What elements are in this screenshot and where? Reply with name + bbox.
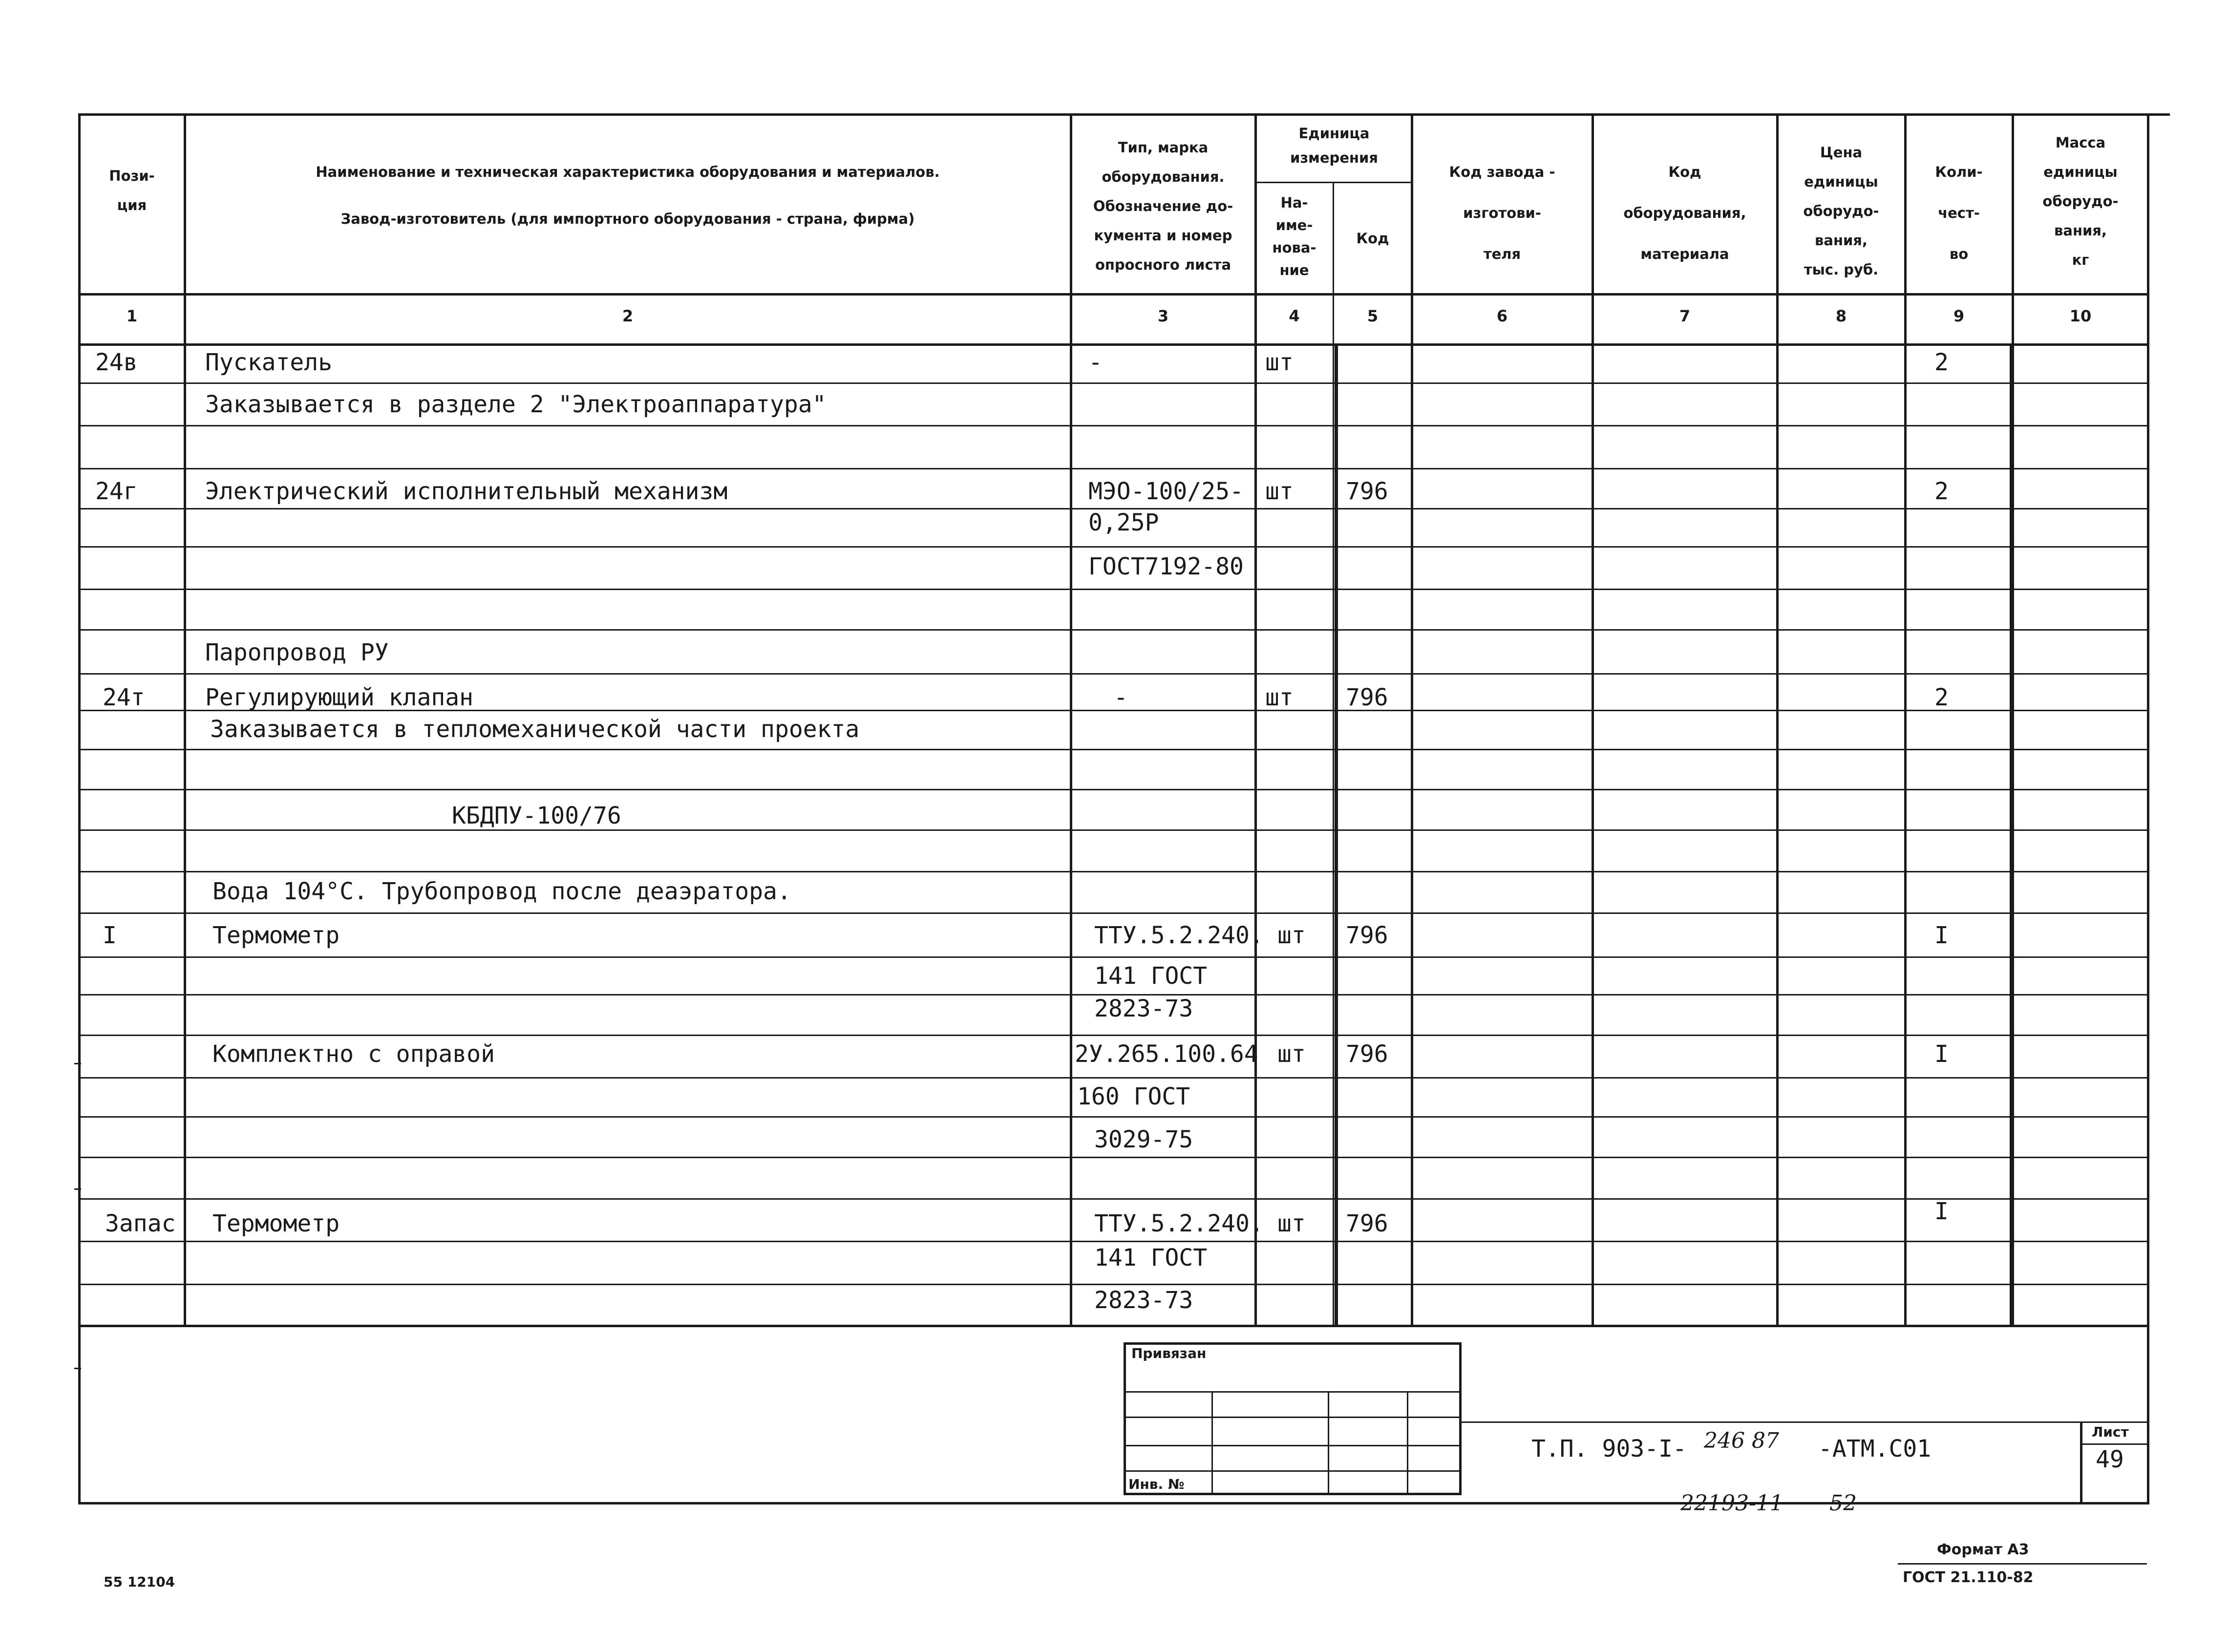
row-position: 24т — [103, 684, 145, 711]
row-quantity: I — [1934, 1040, 1949, 1068]
sheet-label: Лист — [2092, 1424, 2129, 1440]
table-top-border — [78, 113, 2170, 116]
row-name: Пускатель — [205, 349, 333, 376]
header-type: Тип, марка оборудования. Обозначение до- кумента и номер опросного листа — [1093, 139, 1233, 273]
row-code: 796 — [1346, 478, 1388, 505]
row-line — [78, 1116, 2149, 1118]
col-line-1 — [184, 113, 186, 1327]
left-code: 55 12104 — [104, 1574, 175, 1590]
document-code-prefix: Т.П. 903-I- — [1531, 1435, 1687, 1462]
column-number: 7 — [1679, 307, 1691, 325]
header-equipment-code: Код оборудования, материала — [1623, 164, 1746, 262]
row-name: Вода 104°С. Трубопровод после деаэратора. — [212, 878, 791, 905]
stamp-privyazan-label: Привязан — [1131, 1345, 1207, 1361]
row-code: 796 — [1346, 922, 1388, 949]
column-number: 5 — [1367, 307, 1379, 325]
format-label: Формат А3 — [1937, 1541, 2029, 1558]
row-line — [78, 871, 2149, 872]
col-line-4 — [1333, 182, 1334, 1327]
column-number: 8 — [1835, 307, 1847, 325]
row-code: 796 — [1346, 1210, 1388, 1237]
document-code-suffix: -АТМ.С01 — [1818, 1435, 1932, 1462]
col-line-8 — [1904, 113, 1907, 1327]
header-unit-code: Код — [1356, 230, 1389, 247]
row-type: 141 ГОСТ — [1094, 962, 1208, 990]
row-type: 2823-73 — [1094, 995, 1193, 1022]
row-line — [78, 956, 2149, 958]
row-line — [78, 1035, 2149, 1036]
col-line-6 — [1592, 113, 1594, 1327]
column-number: 4 — [1289, 307, 1300, 325]
row-line — [78, 382, 2149, 384]
row-quantity: 2 — [1934, 349, 1949, 376]
margin-tick — [74, 1368, 81, 1369]
row-position: Запас — [105, 1210, 176, 1237]
header-quantity: Коли- чест- во — [1935, 164, 1983, 262]
row-position: 24г — [95, 478, 138, 505]
row-name: Заказывается в разделе 2 "Электроаппаратура" — [205, 391, 827, 418]
row-type: 2823-73 — [1094, 1287, 1193, 1314]
header-name-line1: Наименование и техническая характеристика оборудования и материалов. — [316, 164, 940, 180]
column-number: 10 — [2069, 307, 2092, 325]
stamp-line — [1407, 1391, 1408, 1495]
row-line — [78, 468, 2149, 469]
row-unit: шт — [1265, 684, 1294, 711]
stamp-inventory-label: Инв. № — [1128, 1476, 1185, 1492]
doc-box-line — [1462, 1421, 2149, 1423]
col-line-3 — [1254, 113, 1257, 1327]
row-name: Регулирующий клапан — [205, 684, 474, 711]
header-bottom-border — [78, 293, 2149, 296]
stamp-line — [1328, 1391, 1329, 1495]
row-line — [78, 789, 2149, 790]
row-type: ТТУ.5.2.240. — [1094, 1210, 1264, 1237]
row-quantity: 2 — [1934, 684, 1949, 711]
header-factory-code: Код завода - изготови- теля — [1449, 164, 1555, 262]
gost-label: ГОСТ 21.110-82 — [1903, 1569, 2034, 1586]
row-type: 2У.265.100.64 — [1075, 1040, 1258, 1068]
margin-tick — [74, 1188, 81, 1190]
margin-tick — [74, 1063, 81, 1064]
col-line-5 — [1411, 113, 1413, 1327]
col-line-10 — [2147, 113, 2149, 1504]
col-line-7 — [1776, 113, 1779, 1327]
row-name: Комплектно с оправой — [212, 1040, 495, 1068]
row-type: 160 ГОСТ — [1077, 1083, 1190, 1110]
document-code-handwritten: 246 87 — [1704, 1428, 1779, 1453]
row-type: ГОСТ7192-80 — [1088, 553, 1244, 580]
row-unit: шт — [1265, 478, 1294, 505]
stamp-line — [1124, 1417, 1462, 1418]
row-type: МЭО-100/25- — [1088, 478, 1244, 505]
row-line — [78, 589, 2149, 590]
row-type: 141 ГОСТ — [1094, 1244, 1208, 1271]
column-number: 2 — [622, 307, 634, 325]
row-unit: шт — [1277, 1210, 1306, 1237]
row-name: Термометр — [212, 922, 340, 949]
col-line-2 — [1070, 113, 1072, 1327]
row-unit: шт — [1277, 922, 1306, 949]
row-type: 3029-75 — [1094, 1126, 1193, 1153]
row-line — [78, 425, 2149, 426]
row-code: 796 — [1346, 1040, 1388, 1068]
row-type: 0,25Р — [1088, 509, 1159, 536]
row-quantity: 2 — [1934, 478, 1949, 505]
row-unit: шт — [1277, 1040, 1306, 1068]
row-type: ТТУ.5.2.240. — [1094, 922, 1264, 949]
table-bottom-border — [78, 1325, 2149, 1327]
stamp-line — [1124, 1391, 1462, 1393]
row-line — [78, 629, 2149, 631]
row-type: - — [1114, 684, 1128, 711]
sheet-number: 49 — [2096, 1446, 2124, 1473]
row-code: 796 — [1346, 684, 1388, 711]
row-line — [78, 749, 2149, 750]
header-unit-name: На- име- нова- ние — [1272, 194, 1316, 278]
column-number: 9 — [1953, 307, 1965, 325]
row-line — [78, 1077, 2149, 1079]
row-name: Термометр — [212, 1210, 340, 1237]
approval-box — [1124, 1342, 1462, 1495]
bold-box-right — [2010, 343, 2013, 1326]
row-line — [78, 1241, 2149, 1242]
row-type: - — [1088, 349, 1103, 376]
stamp-line — [1211, 1391, 1213, 1495]
row-position: 24в — [95, 349, 138, 376]
bold-box-left — [1335, 343, 1338, 1326]
row-line — [78, 1284, 2149, 1285]
row-line — [78, 546, 2149, 548]
row-name: Заказывается в тепломеханической части проекта — [210, 716, 860, 743]
row-unit: шт — [1265, 349, 1294, 376]
handwritten-note-a: 22193-11 — [1680, 1491, 1783, 1516]
row-line — [78, 1198, 2149, 1200]
stamp-line — [1124, 1470, 1462, 1472]
row-line — [78, 829, 2149, 831]
row-name: Электрический исполнительный механизм — [205, 478, 728, 505]
column-number: 6 — [1496, 307, 1508, 325]
row-name: Паропровод РУ — [205, 639, 389, 666]
column-number: 3 — [1157, 307, 1169, 325]
header-name-line2: Завод-изготовитель (для импортного оборудования - страна, фирма) — [340, 211, 915, 227]
colnum-bottom-border — [78, 343, 2149, 346]
row-line — [78, 673, 2149, 675]
column-number: 1 — [126, 307, 138, 325]
footer-rule — [1898, 1563, 2147, 1565]
row-position: I — [103, 922, 117, 949]
handwritten-note-b: 52 — [1829, 1491, 1857, 1516]
row-line — [78, 1157, 2149, 1158]
row-quantity: I — [1934, 1198, 1949, 1225]
stamp-line — [1124, 1445, 1462, 1446]
row-quantity: I — [1934, 922, 1949, 949]
header-mass: Масса единицы оборудо- вания, кг — [2042, 134, 2119, 268]
header-unit-group: Единица измерения — [1290, 125, 1378, 166]
row-name: КБДПУ-100/76 — [452, 802, 621, 829]
header-price: Цена единицы оборудо- вания, тыс. руб. — [1803, 144, 1879, 278]
row-line — [78, 912, 2149, 914]
header-position: Пози- ция — [109, 168, 155, 213]
